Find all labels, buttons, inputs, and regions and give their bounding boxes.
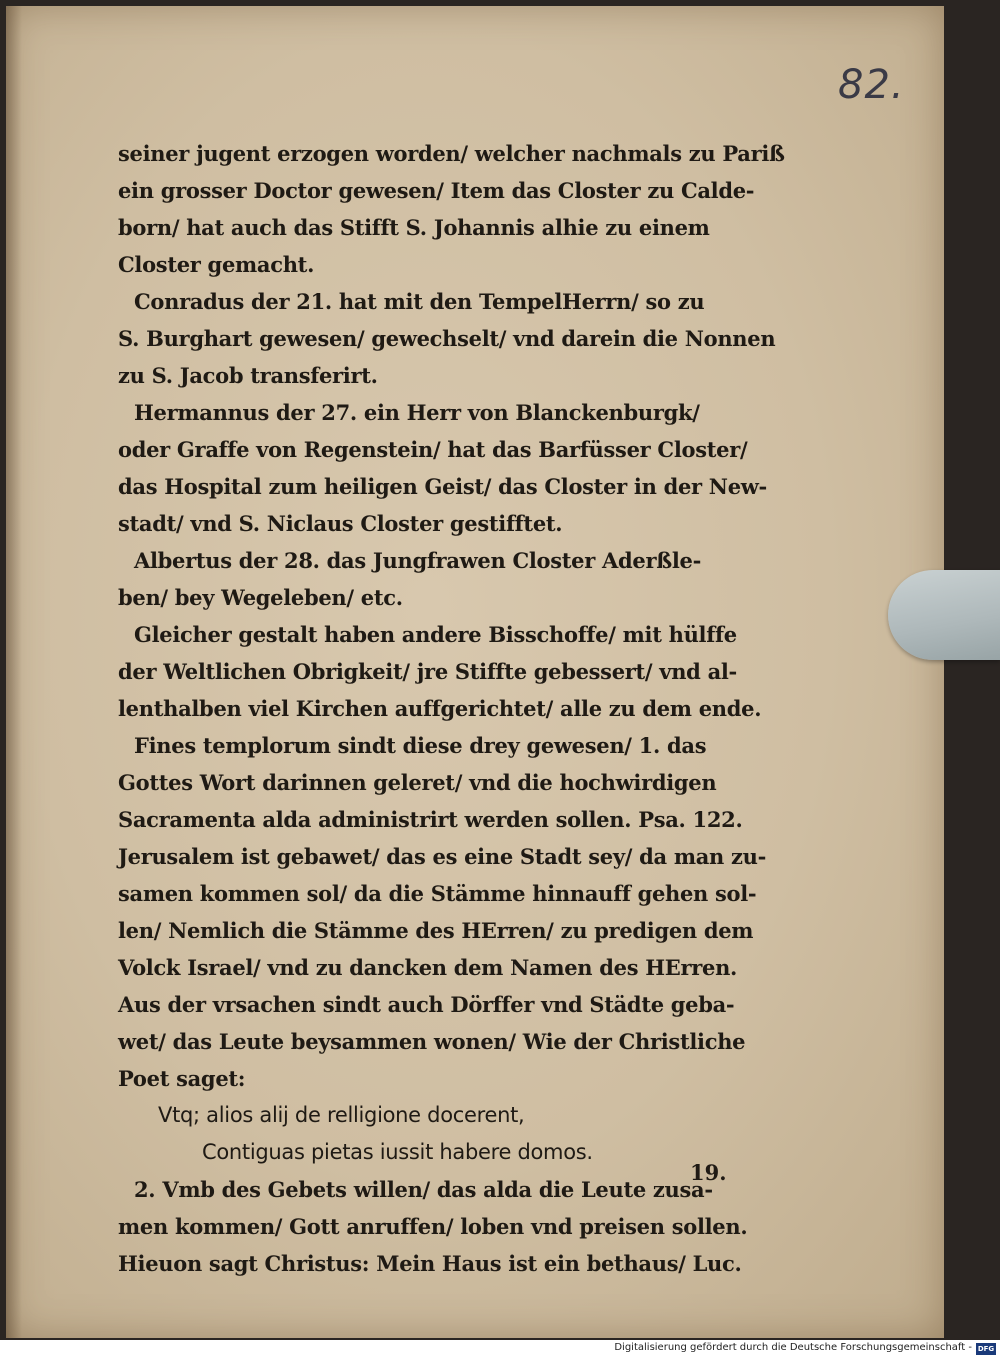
- funding-notice: Digitalisierung gefördert durch die Deutsche Forschungsgemeinschaft -: [614, 1342, 972, 1353]
- footer-bar: [0, 1340, 1000, 1360]
- catchword: 19.: [690, 1160, 727, 1185]
- folio-number: 82.: [838, 62, 905, 108]
- text-line: oder Graffe von Regenstein/ hat das Barfüsser Closter/: [118, 437, 748, 462]
- text-line: Conradus der 21. hat mit den TempelHerrn/ so zu: [134, 289, 705, 314]
- text-line: ben/ bey Wegeleben/ etc.: [118, 585, 403, 610]
- text-line: men kommen/ Gott anruffen/ loben vnd preisen sollen.: [118, 1214, 748, 1239]
- text-line: lenthalben viel Kirchen auffgerichtet/ alle zu dem ende.: [118, 696, 762, 721]
- text-line: Aus der vrsachen sindt auch Dörffer vnd Städte geba-: [118, 992, 735, 1017]
- text-line: len/ Nemlich die Stämme des HErren/ zu predigen dem: [118, 918, 754, 943]
- text-line: ein grosser Doctor gewesen/ Item das Closter zu Calde-: [118, 178, 755, 203]
- text-line: 2. Vmb des Gebets willen/ das alda die Leute zusa-: [134, 1177, 713, 1202]
- text-line: stadt/ vnd S. Niclaus Closter gestifftet.: [118, 511, 563, 536]
- text-line: Poet saget:: [118, 1066, 246, 1091]
- text-line: Vtq; alios alij de relligione docerent,: [158, 1103, 525, 1127]
- text-line: Hieuon sagt Christus: Mein Haus ist ein bethaus/ Luc.: [118, 1251, 742, 1276]
- dfg-logo-icon: DFG: [977, 1345, 995, 1353]
- text-line: born/ hat auch das Stifft S. Johannis alhie zu einem: [118, 215, 710, 240]
- text-line: der Weltlichen Obrigkeit/ jre Stiffte gebessert/ vnd al-: [118, 659, 737, 684]
- text-line: wet/ das Leute beysammen wonen/ Wie der Christliche: [118, 1029, 746, 1054]
- text-line: Gottes Wort darinnen geleret/ vnd die hochwirdigen: [118, 770, 717, 795]
- text-line: zu S. Jacob transferirt.: [118, 363, 378, 388]
- text-line: Albertus der 28. das Jungfrawen Closter Aderßle-: [134, 548, 702, 573]
- page-gutter-shadow: [6, 6, 22, 1338]
- text-line: Closter gemacht.: [118, 252, 315, 277]
- text-line: Fines templorum sindt diese drey gewesen/ 1. das: [134, 733, 707, 758]
- text-line: samen kommen sol/ da die Stämme hinnauff gehen sol-: [118, 881, 757, 906]
- text-line: S. Burghart gewesen/ gewechselt/ vnd darein die Nonnen: [118, 326, 776, 351]
- text-line: seiner jugent erzogen worden/ welcher nachmals zu Pariß: [118, 141, 785, 166]
- text-line: das Hospital zum heiligen Geist/ das Closter in der New-: [118, 474, 767, 499]
- page-text: [118, 135, 785, 1282]
- text-line: Contiguas pietas iussit habere domos.: [202, 1140, 593, 1164]
- text-line: Gleicher gestalt haben andere Bisschoffe/ mit hülffe: [134, 622, 737, 647]
- text-line: Sacramenta alda administrirt werden sollen. Psa. 122.: [118, 807, 743, 832]
- page-clip: [888, 570, 1000, 660]
- text-line: Hermannus der 27. ein Herr von Blanckenburgk/: [134, 400, 700, 425]
- text-line: Jerusalem ist gebawet/ das es eine Stadt sey/ da man zu-: [118, 844, 767, 869]
- text-line: Volck Israel/ vnd zu dancken dem Namen des HErren.: [118, 955, 738, 980]
